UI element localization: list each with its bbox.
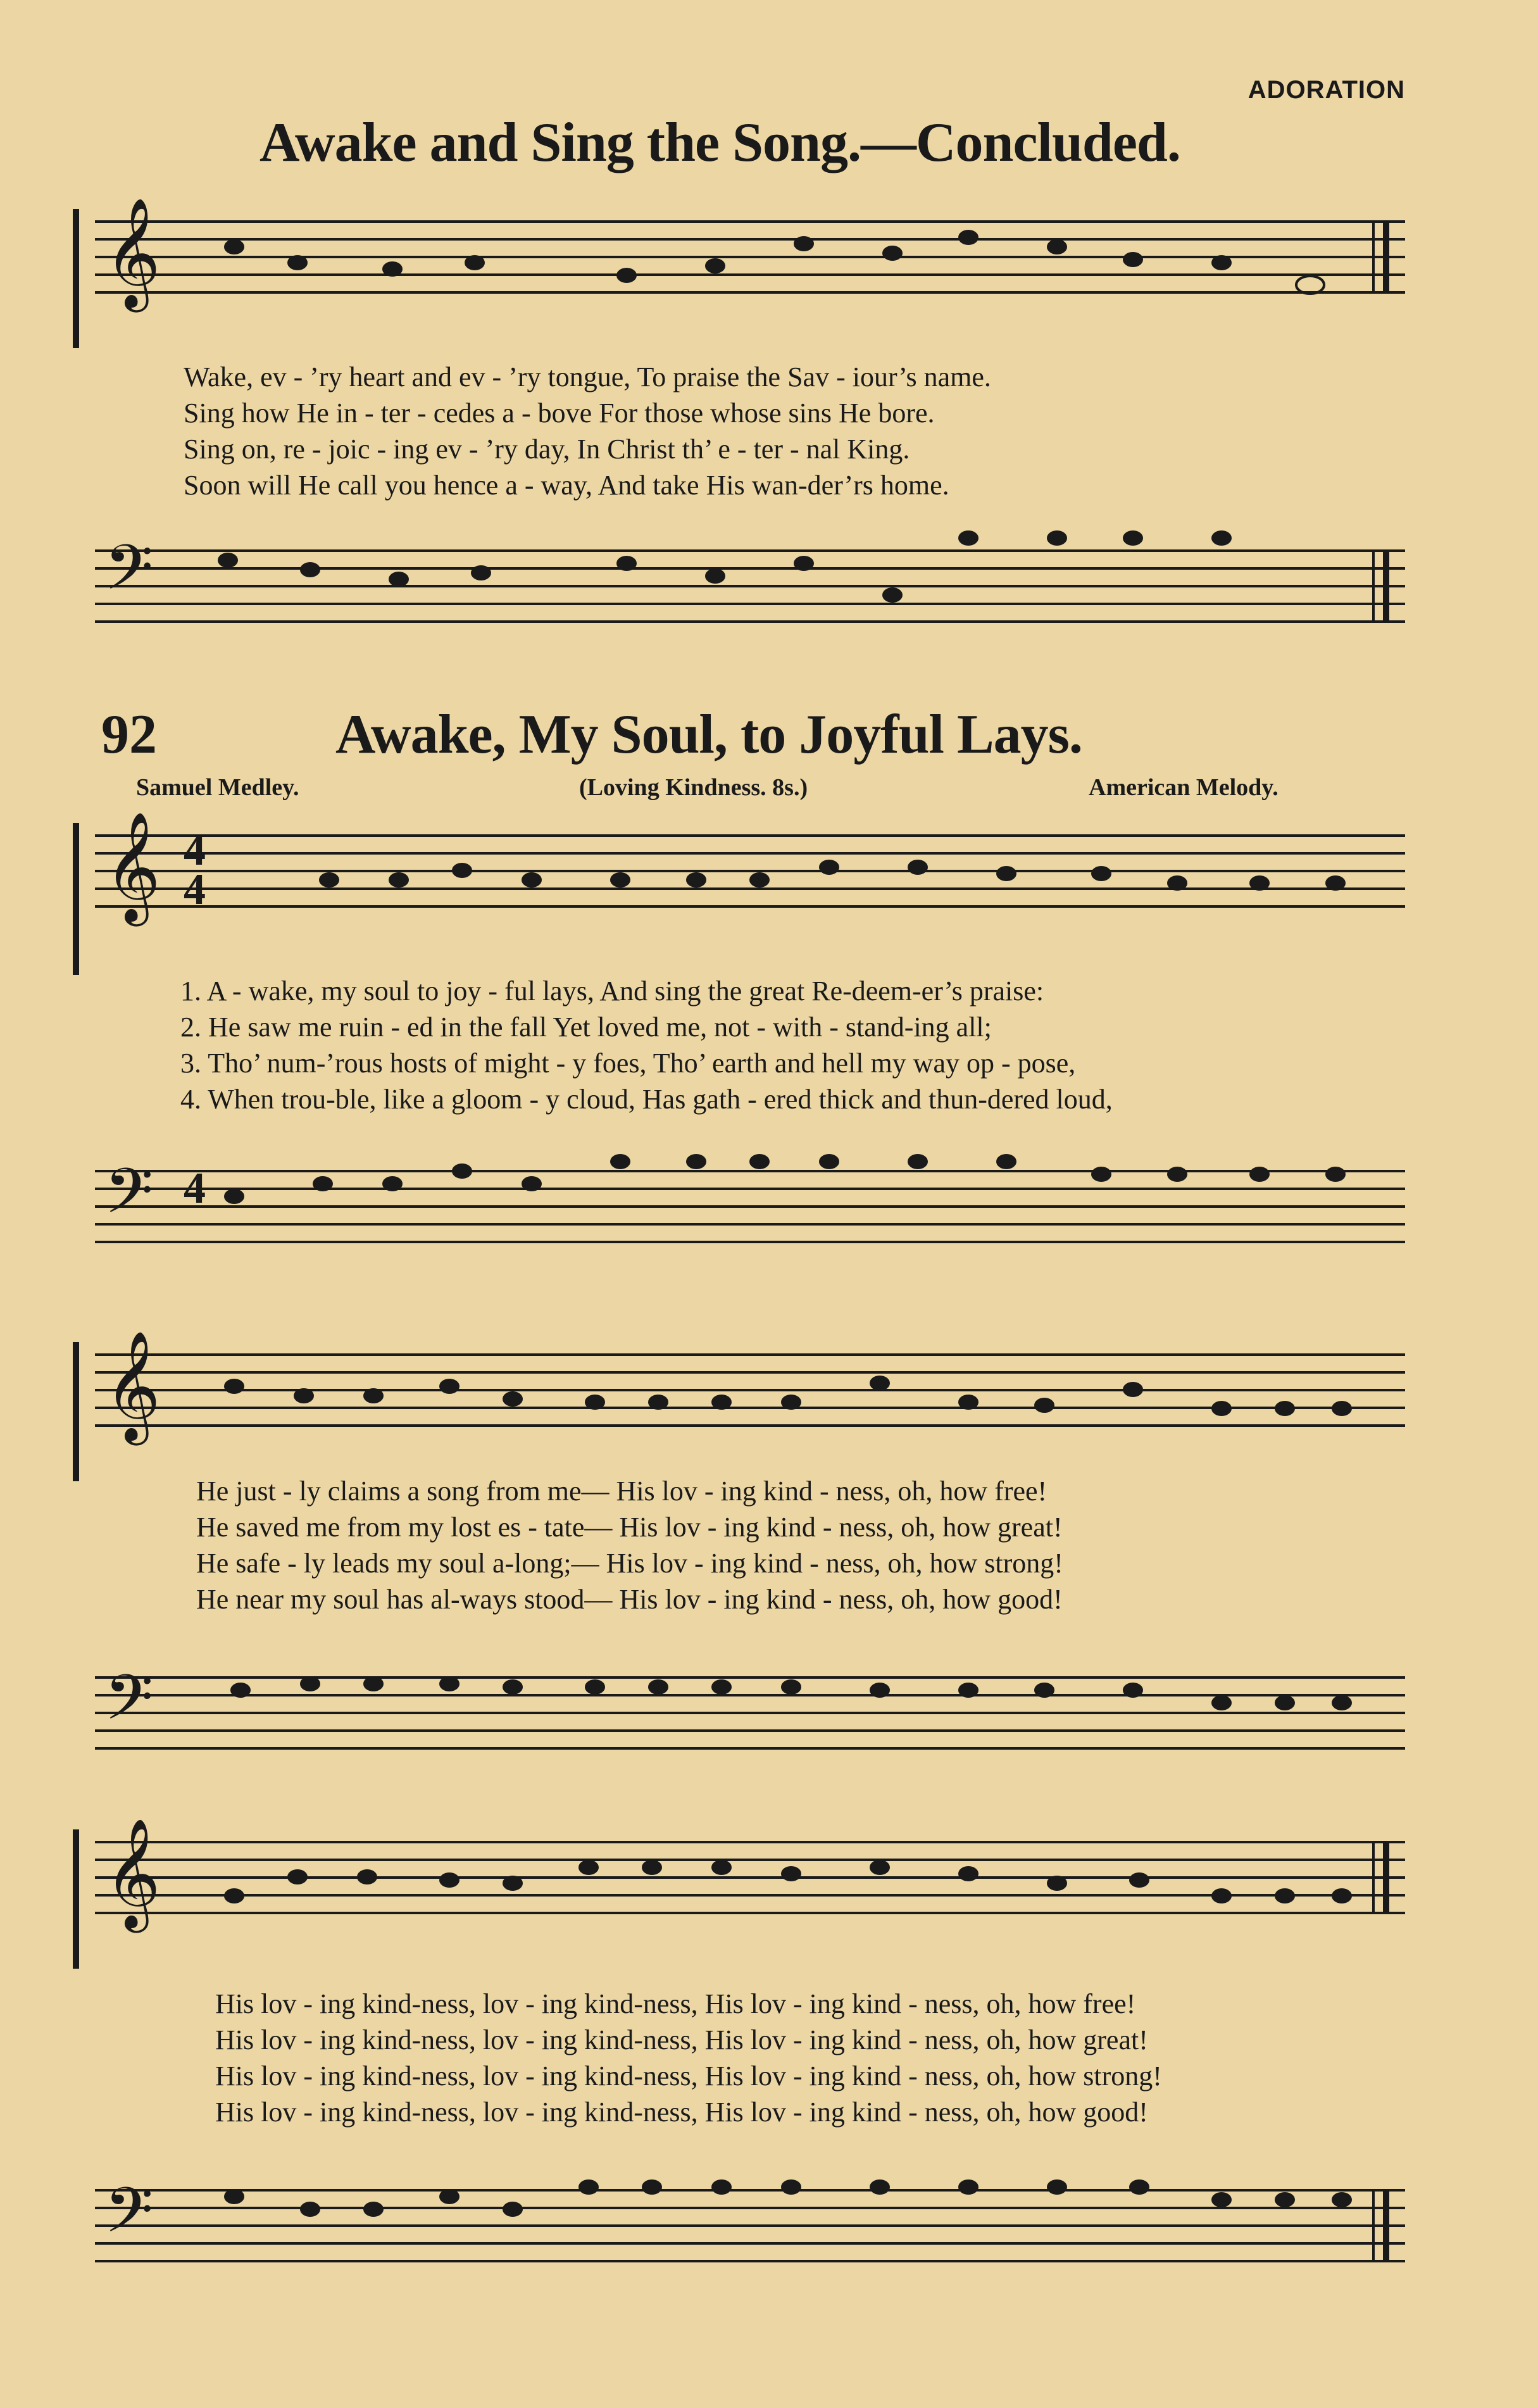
svg-text:𝄞: 𝄞 — [104, 1821, 161, 1926]
lyric-line: Sing on, re - joic - ing ev - ’ry day, In Christ th’ e - ter - nal King. — [184, 434, 910, 465]
hymn-composer: American Melody. — [1089, 774, 1279, 801]
svg-text:𝄢: 𝄢 — [104, 2176, 154, 2261]
lyric-line: He near my soul has al-ways stood— His lov - ing kind - ness, oh, how good! — [196, 1584, 1063, 1615]
section-label: ADORATION — [1247, 76, 1405, 104]
svg-text:4: 4 — [184, 865, 206, 914]
bass-staff-3 — [70, 1621, 1411, 1779]
svg-text:𝄞: 𝄞 — [104, 815, 161, 920]
treble-staff-4 — [70, 1804, 1411, 1969]
lyric-line: 1. A - wake, my soul to joy - ful lays, And sing the great Re-deem-er’s praise: — [180, 975, 1044, 1006]
bass-staff-2 — [70, 1114, 1411, 1272]
bass-notes-1 — [218, 530, 1232, 603]
lyric-line: 3. Tho’ num-’rous hosts of might - y foes, Tho’ earth and hell my way op - pose, — [180, 1048, 1076, 1079]
lyric-line: Soon will He call you hence a - way, And take His wan-der’rs home. — [184, 470, 949, 501]
music-system-1 — [70, 184, 1411, 652]
lyric-line: He saved me from my lost es - tate— His lov - ing kind - ness, oh, how great! — [196, 1512, 1063, 1543]
lyric-line: 2. He saw me ruin - ed in the fall Yet loved me, not - with - stand-ing all; — [180, 1012, 992, 1043]
svg-text:𝄢: 𝄢 — [104, 1157, 154, 1241]
svg-text:𝄢: 𝄢 — [104, 534, 154, 618]
lyric-line: 4. When trou-ble, like a gloom - y cloud, Has gath - ered thick and thun-dered loud, — [180, 1084, 1113, 1115]
bass-staff-4 — [70, 2127, 1411, 2298]
svg-text:𝄞: 𝄞 — [104, 201, 161, 306]
svg-text:𝄞: 𝄞 — [104, 1334, 161, 1439]
music-system-3 — [70, 1317, 1411, 1791]
page-title-concluded: Awake and Sing the Song.—Concluded. — [259, 112, 1180, 173]
lyric-line: Sing how He in - ter - cedes a - bove For those whose sins He bore. — [184, 398, 935, 429]
svg-text:𝄢: 𝄢 — [104, 1664, 154, 1748]
music-system-4 — [70, 1804, 1411, 2311]
treble-staff-3 — [70, 1317, 1411, 1481]
treble-staff-2 — [70, 810, 1411, 975]
svg-text:4: 4 — [184, 826, 206, 875]
lyric-line: He safe - ly leads my soul a-long;— His lov - ing kind - ness, oh, how strong! — [196, 1548, 1063, 1579]
lyric-line: He just - ly claims a song from me— His lov - ing kind - ness, oh, how free! — [196, 1476, 1047, 1507]
music-system-2 — [70, 810, 1411, 1285]
lyric-line: His lov - ing kind-ness, lov - ing kind-ness, His lov - ing kind - ness, oh, how great! — [215, 2024, 1148, 2055]
bass-staff-1 — [70, 500, 1411, 652]
treble-staff-1 — [70, 184, 1411, 348]
hymn-title: Awake, My Soul, to Joyful Lays. — [335, 704, 1082, 765]
lyric-line: His lov - ing kind-ness, lov - ing kind-ness, His lov - ing kind - ness, oh, how good! — [215, 2097, 1148, 2128]
svg-text:4: 4 — [184, 1164, 206, 1213]
hymn-author: Samuel Medley. — [136, 774, 299, 801]
lyric-line: His lov - ing kind-ness, lov - ing kind-ness, His lov - ing kind - ness, oh, how strong! — [215, 2060, 1162, 2091]
hymn-tune: (Loving Kindness. 8s.) — [579, 774, 808, 801]
lyric-line: Wake, ev - ’ry heart and ev - ’ry tongue, To praise the Sav - iour’s name. — [184, 361, 991, 392]
hymn-number: 92 — [101, 704, 157, 765]
lyric-line: His lov - ing kind-ness, lov - ing kind-ness, His lov - ing kind - ness, oh, how free! — [215, 1988, 1136, 2019]
